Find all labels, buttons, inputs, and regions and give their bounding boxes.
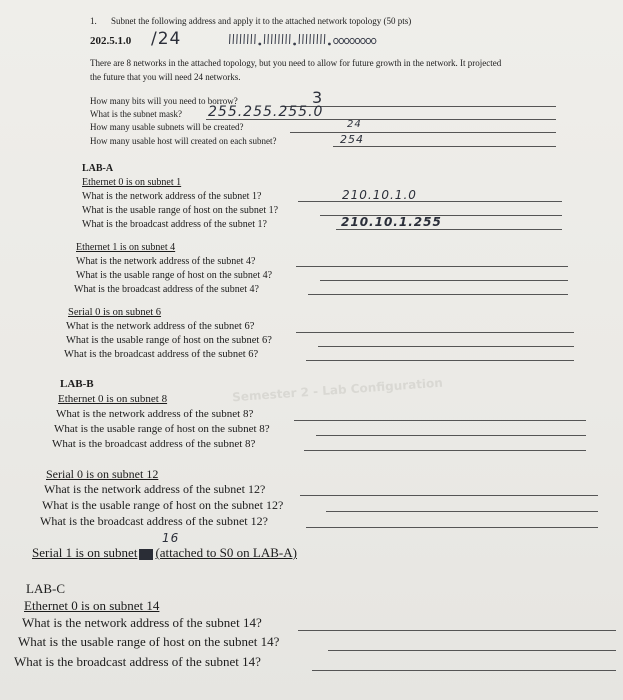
- lab-b-serial0-heading: Serial 0 is on subnet 12: [46, 467, 159, 481]
- answer-bits-borrow: 3: [312, 88, 324, 107]
- bit-one-mark: [303, 34, 304, 44]
- bit-zero-mark: [345, 38, 349, 43]
- question-number: 1.: [90, 16, 97, 26]
- bit-dot-mark: [259, 43, 261, 45]
- lab-a-serial0-heading: Serial 0 is on subnet 6: [68, 307, 162, 318]
- bit-one-mark: [275, 34, 276, 44]
- bit-zero-mark: [350, 38, 354, 43]
- answer-usable-hosts: 254: [340, 133, 364, 146]
- answer-line: [306, 527, 598, 528]
- answer-line: [298, 630, 616, 631]
- lab-b-serial1-suffix: (attached to S0 on LAB-A): [155, 545, 297, 560]
- bit-one-mark: [264, 34, 265, 44]
- answer-line: [316, 435, 586, 436]
- lab-a-eth1-heading: Ethernet 1 is on subnet 4: [76, 242, 176, 253]
- lab-a-eth0-range-q: What is the usable range of host on the subnet 1?: [82, 205, 279, 216]
- answer-line: [326, 511, 598, 512]
- handwritten-prefix: /24: [151, 29, 182, 49]
- lab-a-eth1-network-q: What is the network address of the subnet 4?: [76, 256, 256, 267]
- bit-dot-mark: [329, 43, 331, 45]
- answer-line: [328, 650, 616, 651]
- bit-zero-mark: [372, 38, 376, 43]
- lab-a-eth1-broadcast-q: What is the broadcast address of the subnet 4?: [74, 284, 259, 295]
- bit-zero-mark: [339, 38, 343, 43]
- answer-line: [296, 332, 574, 333]
- lab-b-serial0-range-q: What is the usable range of host on the subnet 12?: [42, 498, 284, 512]
- bit-one-mark: [314, 34, 315, 44]
- bit-dot-mark: [294, 43, 296, 45]
- intro-line-2: the future that you will need 24 networks.: [90, 72, 241, 82]
- answer-line: [320, 280, 568, 281]
- lab-a-eth0-broadcast-answer: 210.10.1.255: [341, 215, 442, 229]
- bit-one-mark: [286, 34, 287, 44]
- lab-b-serial0-network-q: What is the network address of the subnet 12?: [44, 482, 266, 496]
- lab-b-eth0-heading: Ethernet 0 is on subnet 8: [58, 393, 168, 405]
- answer-usable-subnets: 24: [347, 119, 362, 130]
- bit-one-mark: [237, 34, 238, 44]
- lab-c-title: LAB-C: [26, 581, 65, 596]
- lab-a-eth0-broadcast-q: What is the broadcast address of the subnet 1?: [82, 219, 267, 230]
- answer-subnet-mask: 255.255.255.0: [208, 104, 324, 120]
- lab-b-eth0-range-q: What is the usable range of host on the subnet 8?: [54, 423, 270, 435]
- lab-b-serial1-prefix: Serial 1 is on subnet: [32, 545, 138, 560]
- answer-line: [312, 670, 616, 671]
- lab-b-serial1-heading: [32, 545, 297, 561]
- bit-one-mark: [244, 34, 245, 44]
- watermark: Semester 2 - Lab Configuration: [231, 375, 444, 405]
- bit-one-mark: [240, 34, 241, 44]
- lab-b-serial0-broadcast-q: What is the broadcast address of the subnet 12?: [40, 514, 268, 528]
- lab-b-title: LAB-B: [60, 378, 94, 390]
- lab-c-eth0-range-q: What is the usable range of host on the subnet 14?: [18, 634, 280, 649]
- lab-c-eth0-broadcast-q: What is the broadcast address of the subnet 14?: [14, 654, 261, 669]
- lab-b-eth0-broadcast-q: What is the broadcast address of the subnet 8?: [52, 438, 256, 450]
- answer-line: [298, 201, 562, 202]
- bit-one-mark: [233, 34, 234, 44]
- lab-a-serial0-range-q: What is the usable range of host on the subnet 6?: [66, 335, 272, 346]
- question-usable-subnets: How many usable subnets will be created?: [90, 122, 244, 132]
- question-usable-hosts: How many usable host will created on each subnet?: [90, 136, 277, 146]
- answer-line: [294, 420, 586, 421]
- bit-zero-mark: [366, 38, 370, 43]
- handwritten-binary-mask: [228, 32, 538, 50]
- bit-one-mark: [306, 34, 307, 44]
- bit-one-mark: [282, 34, 283, 44]
- lab-a-eth0-heading: Ethernet 0 is on subnet 1: [82, 177, 182, 188]
- bit-one-mark: [290, 34, 291, 44]
- network-address: 202.5.1.0: [90, 35, 132, 47]
- answer-line: [318, 346, 574, 347]
- lab-a-serial0-network-q: What is the network address of the subnet 6?: [66, 321, 255, 332]
- bit-one-mark: [324, 34, 325, 44]
- lab-a-title: LAB-A: [82, 163, 114, 174]
- answer-line: [290, 132, 556, 133]
- lab-b-serial1-handwritten: 16: [162, 531, 180, 545]
- bit-one-mark: [248, 34, 249, 44]
- lab-c-eth0-heading: Ethernet 0 is on subnet 14: [24, 598, 160, 613]
- answer-line: [333, 146, 556, 147]
- bit-one-mark: [310, 34, 311, 44]
- answer-line: [296, 266, 568, 267]
- lab-a-eth0-network-answer: 210.10.1.0: [342, 188, 417, 202]
- bit-one-mark: [255, 34, 256, 44]
- lab-b-eth0-network-q: What is the network address of the subnet 8?: [56, 408, 254, 420]
- intro-line-1: There are 8 networks in the attached topology, but you need to allow for future growth in the network. It projected: [90, 58, 502, 68]
- lab-c-eth0-network-q: What is the network address of the subnet 14?: [22, 615, 262, 630]
- bit-one-mark: [272, 34, 273, 44]
- scribbled-out-mark: [139, 549, 153, 560]
- answer-line: [300, 495, 598, 496]
- bit-one-mark: [317, 34, 318, 44]
- bit-zero-mark: [361, 38, 365, 43]
- answer-line: [308, 294, 568, 295]
- question-text: Subnet the following address and apply it to the attached network topology (50 pts): [111, 16, 412, 26]
- bit-one-mark: [268, 34, 269, 44]
- answer-line: [336, 229, 562, 230]
- lab-a-eth1-range-q: What is the usable range of host on the subnet 4?: [76, 270, 273, 281]
- bit-zero-mark: [334, 38, 338, 43]
- question-bits-borrow: How many bits will you need to borrow?: [90, 96, 238, 106]
- question-subnet-mask: What is the subnet mask?: [90, 109, 182, 119]
- bit-one-mark: [321, 34, 322, 44]
- lab-a-serial0-broadcast-q: What is the broadcast address of the subnet 6?: [64, 349, 259, 360]
- bit-one-mark: [251, 34, 252, 44]
- bit-zero-mark: [355, 38, 359, 43]
- answer-line: [304, 450, 586, 451]
- bit-one-mark: [279, 34, 280, 44]
- bit-one-mark: [230, 34, 231, 44]
- answer-line: [306, 360, 574, 361]
- lab-a-eth0-network-q: What is the network address of the subnet 1?: [82, 191, 262, 202]
- bit-one-mark: [299, 34, 300, 44]
